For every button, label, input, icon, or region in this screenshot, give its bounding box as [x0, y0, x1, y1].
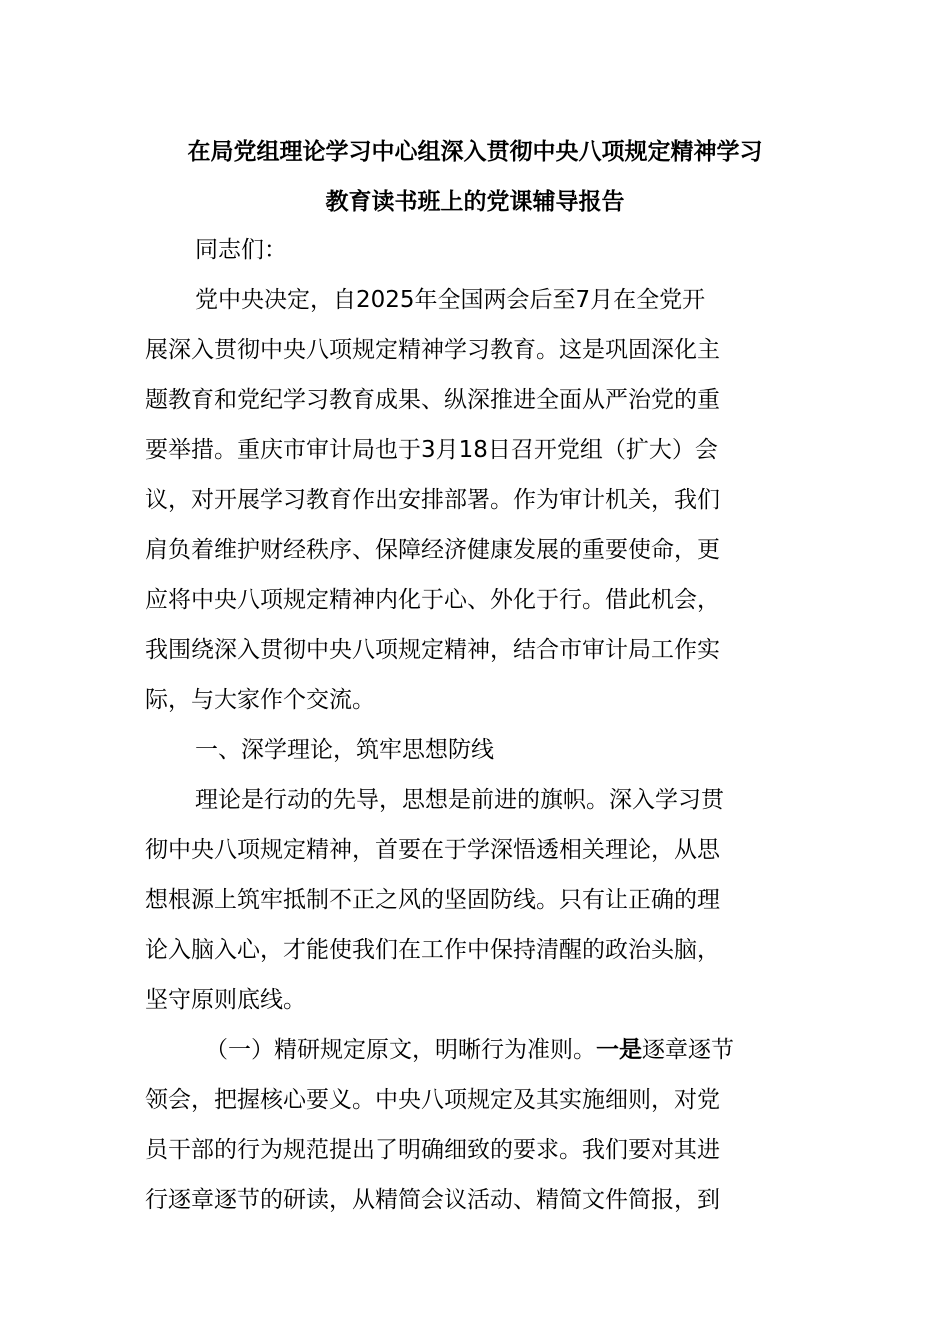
- bold-marker: 一是: [596, 1037, 642, 1063]
- subsection-text: 逐章逐节: [642, 1037, 734, 1063]
- document-title-line-2: 教育读书班上的党课辅导报告: [325, 189, 625, 215]
- paragraph-line: 要举措。重庆市审计局也于3月18日召开党组（扩大）会: [145, 437, 718, 463]
- paragraph-line: 领会，把握核心要义。中央八项规定及其实施细则，对党: [145, 1087, 720, 1113]
- paragraph-line: 应将中央八项规定精神内化于心、外化于行。借此机会，: [145, 587, 720, 613]
- paragraph-line: 我围绕深入贯彻中央八项规定精神，结合市审计局工作实: [145, 637, 720, 663]
- section-heading-1: 一、深学理论，筑牢思想防线: [195, 737, 494, 763]
- paragraph-line: 议，对开展学习教育作出安排部署。作为审计机关，我们: [145, 487, 720, 513]
- paragraph-line: 际，与大家作个交流。: [145, 687, 375, 713]
- document-title-line-1: 在局党组理论学习中心组深入贯彻中央八项规定精神学习: [187, 139, 763, 165]
- paragraph-line: 坚守原则底线。: [145, 987, 306, 1013]
- subsection-title: （一）精研规定原文，明晰行为准则。: [205, 1037, 596, 1063]
- paragraph-line: 党中央决定，自2025年全国两会后至7月在全党开: [195, 287, 706, 313]
- paragraph-line: 员干部的行为规范提出了明确细致的要求。我们要对其进: [145, 1137, 720, 1163]
- paragraph-line: 行逐章逐节的研读，从精简会议活动、精简文件简报，到: [145, 1187, 720, 1213]
- paragraph-line: 想根源上筑牢抵制不正之风的坚固防线。只有让正确的理: [145, 887, 720, 913]
- paragraph-line: 展深入贯彻中央八项规定精神学习教育。这是巩固深化主: [145, 337, 720, 363]
- paragraph-line: 理论是行动的先导，思想是前进的旗帜。深入学习贯: [195, 787, 724, 813]
- salutation: 同志们：: [195, 237, 287, 263]
- paragraph-line: 彻中央八项规定精神，首要在于学深悟透相关理论，从思: [145, 837, 720, 863]
- paragraph-line: 题教育和党纪学习教育成果、纵深推进全面从严治党的重: [145, 387, 720, 413]
- paragraph-line: 论入脑入心，才能使我们在工作中保持清醒的政治头脑，: [145, 937, 720, 963]
- subsection-heading-line: [205, 1035, 865, 1065]
- paragraph-line: 肩负着维护财经秩序、保障经济健康发展的重要使命，更: [145, 537, 720, 563]
